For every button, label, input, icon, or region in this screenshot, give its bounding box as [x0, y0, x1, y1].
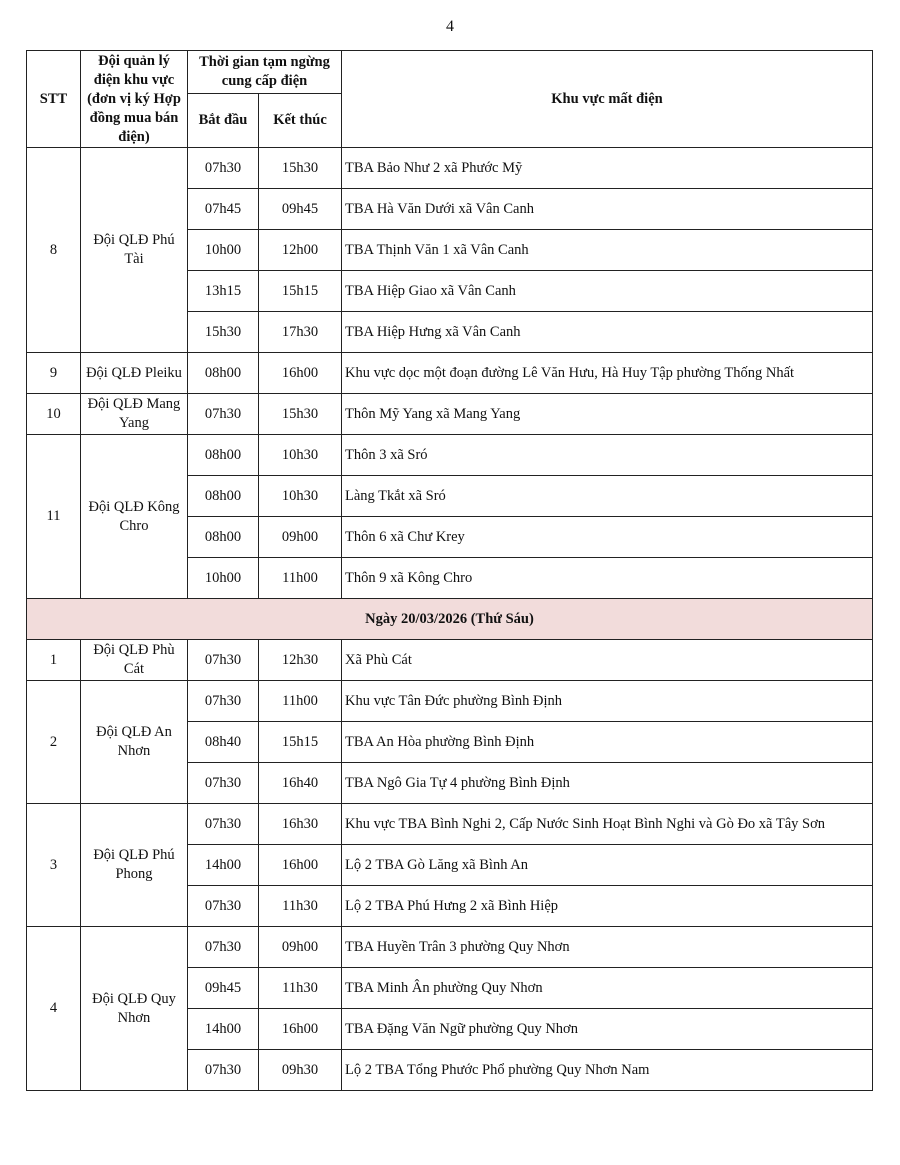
stt-cell: 10	[27, 394, 81, 435]
end-time-cell: 12h00	[259, 230, 342, 271]
table-row	[27, 681, 873, 722]
outage-area-cell: Thôn 6 xã Chư Krey	[342, 517, 873, 558]
table-row	[27, 353, 873, 394]
start-time-cell: 14h00	[188, 1009, 259, 1050]
end-time-cell: 15h30	[259, 148, 342, 189]
outage-area-cell: Thôn Mỹ Yang xã Mang Yang	[342, 394, 873, 435]
outage-area-cell: Làng Tkắt xã Sró	[342, 476, 873, 517]
stt-cell: 11	[27, 435, 81, 599]
outage-area-cell: Thôn 9 xã Kông Chro	[342, 558, 873, 599]
end-time-cell: 09h00	[259, 927, 342, 968]
table-row	[27, 394, 873, 435]
end-time-cell: 10h30	[259, 435, 342, 476]
team-cell: Đội QLĐ Quy Nhơn	[81, 927, 188, 1091]
team-cell: Đội QLĐ Phú Phong	[81, 804, 188, 927]
stt-cell: 4	[27, 927, 81, 1091]
outage-area-cell: TBA Ngô Gia Tự 4 phường Bình Định	[342, 763, 873, 804]
team-cell: Đội QLĐ Phú Tài	[81, 148, 188, 353]
start-time-cell: 10h00	[188, 230, 259, 271]
start-time-cell: 09h45	[188, 968, 259, 1009]
end-time-cell: 11h00	[259, 558, 342, 599]
outage-area-cell: Thôn 3 xã Sró	[342, 435, 873, 476]
header-end: Kết thúc	[259, 94, 342, 148]
start-time-cell: 13h15	[188, 271, 259, 312]
start-time-cell: 07h30	[188, 927, 259, 968]
end-time-cell: 11h30	[259, 968, 342, 1009]
team-cell: Đội QLĐ An Nhơn	[81, 681, 188, 804]
outage-schedule-table	[26, 50, 873, 1091]
start-time-cell: 07h30	[188, 804, 259, 845]
end-time-cell: 11h30	[259, 886, 342, 927]
team-cell: Đội QLĐ Kông Chro	[81, 435, 188, 599]
header-team: Đội quản lý điện khu vực (đơn vị ký Hợp đồng mua bán điện)	[81, 51, 188, 148]
outage-area-cell: Khu vực TBA Bình Nghi 2, Cấp Nước Sinh Hoạt Bình Nghi và Gò Đo xã Tây Sơn	[342, 804, 873, 845]
outage-area-cell: TBA Thịnh Văn 1 xã Vân Canh	[342, 230, 873, 271]
end-time-cell: 09h45	[259, 189, 342, 230]
end-time-cell: 11h00	[259, 681, 342, 722]
end-time-cell: 15h15	[259, 271, 342, 312]
end-time-cell: 09h00	[259, 517, 342, 558]
start-time-cell: 08h00	[188, 517, 259, 558]
outage-area-cell: Lộ 2 TBA Gò Lăng xã Bình An	[342, 845, 873, 886]
team-cell: Đội QLĐ Pleiku	[81, 353, 188, 394]
end-time-cell: 10h30	[259, 476, 342, 517]
start-time-cell: 08h00	[188, 353, 259, 394]
end-time-cell: 17h30	[259, 312, 342, 353]
end-time-cell: 16h00	[259, 845, 342, 886]
end-time-cell: 12h30	[259, 640, 342, 681]
start-time-cell: 07h30	[188, 640, 259, 681]
table-body	[27, 148, 873, 1091]
table-row	[27, 148, 873, 189]
start-time-cell: 08h00	[188, 476, 259, 517]
start-time-cell: 07h30	[188, 763, 259, 804]
start-time-cell: 14h00	[188, 845, 259, 886]
start-time-cell: 07h30	[188, 394, 259, 435]
start-time-cell: 15h30	[188, 312, 259, 353]
start-time-cell: 10h00	[188, 558, 259, 599]
header-area: Khu vực mất điện	[342, 51, 873, 148]
table-row	[27, 927, 873, 968]
end-time-cell: 15h30	[259, 394, 342, 435]
start-time-cell: 07h30	[188, 1050, 259, 1091]
header-stt: STT	[27, 51, 81, 148]
end-time-cell: 16h00	[259, 1009, 342, 1050]
header-start: Bắt đầu	[188, 94, 259, 148]
start-time-cell: 08h40	[188, 722, 259, 763]
stt-cell: 1	[27, 640, 81, 681]
outage-area-cell: TBA Đặng Văn Ngữ phường Quy Nhơn	[342, 1009, 873, 1050]
end-time-cell: 09h30	[259, 1050, 342, 1091]
table-row	[27, 804, 873, 845]
end-time-cell: 16h00	[259, 353, 342, 394]
table-header	[27, 51, 873, 148]
outage-area-cell: TBA Hiệp Hưng xã Vân Canh	[342, 312, 873, 353]
outage-area-cell: Xã Phù Cát	[342, 640, 873, 681]
team-cell: Đội QLĐ Phù Cát	[81, 640, 188, 681]
team-cell: Đội QLĐ Mang Yang	[81, 394, 188, 435]
start-time-cell: 07h30	[188, 681, 259, 722]
outage-area-cell: Lộ 2 TBA Phú Hưng 2 xã Bình Hiệp	[342, 886, 873, 927]
date-section-label: Ngày 20/03/2026 (Thứ Sáu)	[27, 599, 873, 640]
start-time-cell: 07h45	[188, 189, 259, 230]
outage-area-cell: Khu vực Tân Đức phường Bình Định	[342, 681, 873, 722]
end-time-cell: 15h15	[259, 722, 342, 763]
end-time-cell: 16h30	[259, 804, 342, 845]
start-time-cell: 08h00	[188, 435, 259, 476]
stt-cell: 3	[27, 804, 81, 927]
end-time-cell: 16h40	[259, 763, 342, 804]
outage-area-cell: TBA Bảo Như 2 xã Phước Mỹ	[342, 148, 873, 189]
stt-cell: 9	[27, 353, 81, 394]
table-row	[27, 435, 873, 476]
date-section-row	[27, 599, 873, 640]
outage-area-cell: Khu vực dọc một đoạn đường Lê Văn Hưu, Hà Huy Tập phường Thống Nhất	[342, 353, 873, 394]
table-row	[27, 640, 873, 681]
stt-cell: 2	[27, 681, 81, 804]
page-number: 4	[446, 18, 454, 35]
start-time-cell: 07h30	[188, 148, 259, 189]
outage-area-cell: TBA Hiệp Giao xã Vân Canh	[342, 271, 873, 312]
outage-area-cell: TBA An Hòa phường Bình Định	[342, 722, 873, 763]
stt-cell: 8	[27, 148, 81, 353]
outage-area-cell: TBA Minh Ân phường Quy Nhơn	[342, 968, 873, 1009]
start-time-cell: 07h30	[188, 886, 259, 927]
outage-area-cell: TBA Hà Văn Dưới xã Vân Canh	[342, 189, 873, 230]
header-time-group: Thời gian tạm ngừng cung cấp điện	[188, 51, 342, 94]
outage-area-cell: TBA Huyền Trân 3 phường Quy Nhơn	[342, 927, 873, 968]
outage-area-cell: Lộ 2 TBA Tổng Phước Phổ phường Quy Nhơn Nam	[342, 1050, 873, 1091]
